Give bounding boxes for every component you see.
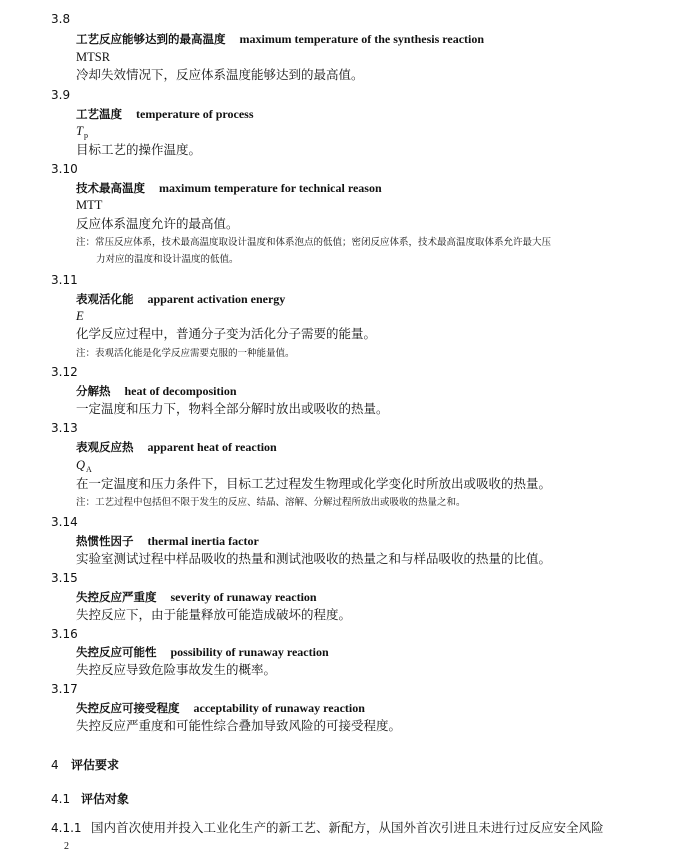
term-chinese: 工艺温度	[76, 107, 122, 121]
term-english: apparent heat of reaction	[147, 440, 277, 454]
term-chinese: 工艺反应能够达到的最高温度	[76, 32, 226, 46]
term-heading	[76, 591, 317, 604]
clause-number: 3.13	[51, 421, 78, 435]
symbol-subscript: p	[83, 131, 88, 140]
term-heading	[76, 535, 259, 548]
term-definition: 失控反应下，由于能量释放可能造成破坏的程度。	[76, 607, 352, 622]
term-english: apparent activation energy	[147, 292, 286, 306]
subsection-title: 评估对象	[81, 792, 130, 806]
term-english: severity of runaway reaction	[170, 590, 317, 604]
clause-number: 3.17	[51, 682, 78, 696]
section-heading	[51, 759, 119, 771]
term-heading	[76, 182, 382, 195]
term-chinese: 技术最高温度	[76, 181, 145, 195]
term-definition: 实验室测试过程中样品吸收的热量和测试池吸收的热量之和与样品吸收的热量的比值。	[76, 551, 552, 566]
paragraph-number: 4.1.1	[51, 821, 82, 835]
term-definition: 失控反应导致危险事故发生的概率。	[76, 662, 277, 677]
subsection-number: 4.1	[51, 792, 71, 806]
term-definition: 目标工艺的操作温度。	[76, 142, 202, 157]
paragraph-text: 国内首次使用并投入工业化生产的新工艺、新配方，从国外首次引进且未进行过反应安全风险	[91, 820, 604, 835]
clause-number: 3.16	[51, 627, 78, 641]
term-symbol: $Q_A$	[76, 458, 92, 474]
clause-number: 3.14	[51, 515, 78, 529]
term-note: 注：常压反应体系，技术最高温度取设计温度和体系泡点的低值；密闭反应体系，技术最高温度取体系允许最大压	[76, 237, 552, 248]
term-english: maximum temperature of the synthesis reaction	[239, 32, 485, 46]
term-english: possibility of runaway reaction	[170, 645, 329, 659]
term-heading	[76, 385, 237, 398]
term-symbol: MTSR	[76, 50, 111, 64]
section-number: 4	[51, 758, 59, 772]
term-heading	[76, 33, 484, 46]
subsection-heading	[51, 793, 129, 805]
clause-number: 3.11	[51, 273, 78, 287]
term-english: heat of decomposition	[124, 384, 237, 398]
term-chinese: 表观反应热	[76, 440, 134, 454]
term-symbol: $T_p$	[76, 124, 88, 140]
term-definition: 一定温度和压力下，物料全部分解时放出或吸收的热量。	[76, 401, 389, 416]
term-symbol: E	[76, 309, 84, 323]
clause-number: 3.10	[51, 162, 78, 176]
term-definition: 失控反应严重度和可能性综合叠加导致风险的可接受程度。	[76, 718, 402, 733]
body-paragraph	[51, 822, 604, 835]
term-chinese: 分解热	[76, 384, 111, 398]
symbol-subscript: A	[86, 465, 92, 474]
clause-number: 3.15	[51, 571, 78, 585]
term-definition: 冷却失效情况下，反应体系温度能够达到的最高值。	[76, 67, 364, 82]
term-heading	[76, 108, 254, 121]
term-chinese: 热惯性因子	[76, 534, 134, 548]
term-heading	[76, 646, 329, 659]
term-english: acceptability of runaway reaction	[193, 701, 365, 715]
term-chinese: 失控反应严重度	[76, 590, 157, 604]
term-english: temperature of process	[136, 107, 254, 121]
term-chinese: 表观活化能	[76, 292, 134, 306]
clause-number: 3.9	[51, 88, 71, 102]
term-definition: 在一定温度和压力条件下，目标工艺过程发生物理或化学变化时所放出或吸收的热量。	[76, 476, 552, 491]
page-number: 2	[64, 841, 69, 852]
term-english: thermal inertia factor	[147, 534, 259, 548]
section-title: 评估要求	[71, 758, 120, 772]
term-heading	[76, 702, 365, 715]
term-chinese: 失控反应可能性	[76, 645, 157, 659]
term-definition: 反应体系温度允许的最高值。	[76, 216, 239, 231]
term-heading	[76, 293, 285, 306]
term-heading	[76, 441, 277, 454]
term-chinese: 失控反应可接受程度	[76, 701, 180, 715]
term-symbol: MTT	[76, 198, 103, 212]
clause-number: 3.12	[51, 365, 78, 379]
term-definition: 化学反应过程中，普通分子变为活化分子需要的能量。	[76, 326, 377, 341]
term-english: maximum temperature for technical reason	[159, 181, 382, 195]
clause-number: 3.8	[51, 12, 71, 26]
term-note: 注：表观活化能是化学反应需要克服的一种能量值。	[76, 348, 295, 359]
term-note: 注：工艺过程中包括但不限于发生的反应、结晶、溶解、分解过程所放出或吸收的热量之和。	[76, 497, 466, 508]
term-note-continuation: 力对应的温度和设计温度的低值。	[96, 254, 239, 265]
